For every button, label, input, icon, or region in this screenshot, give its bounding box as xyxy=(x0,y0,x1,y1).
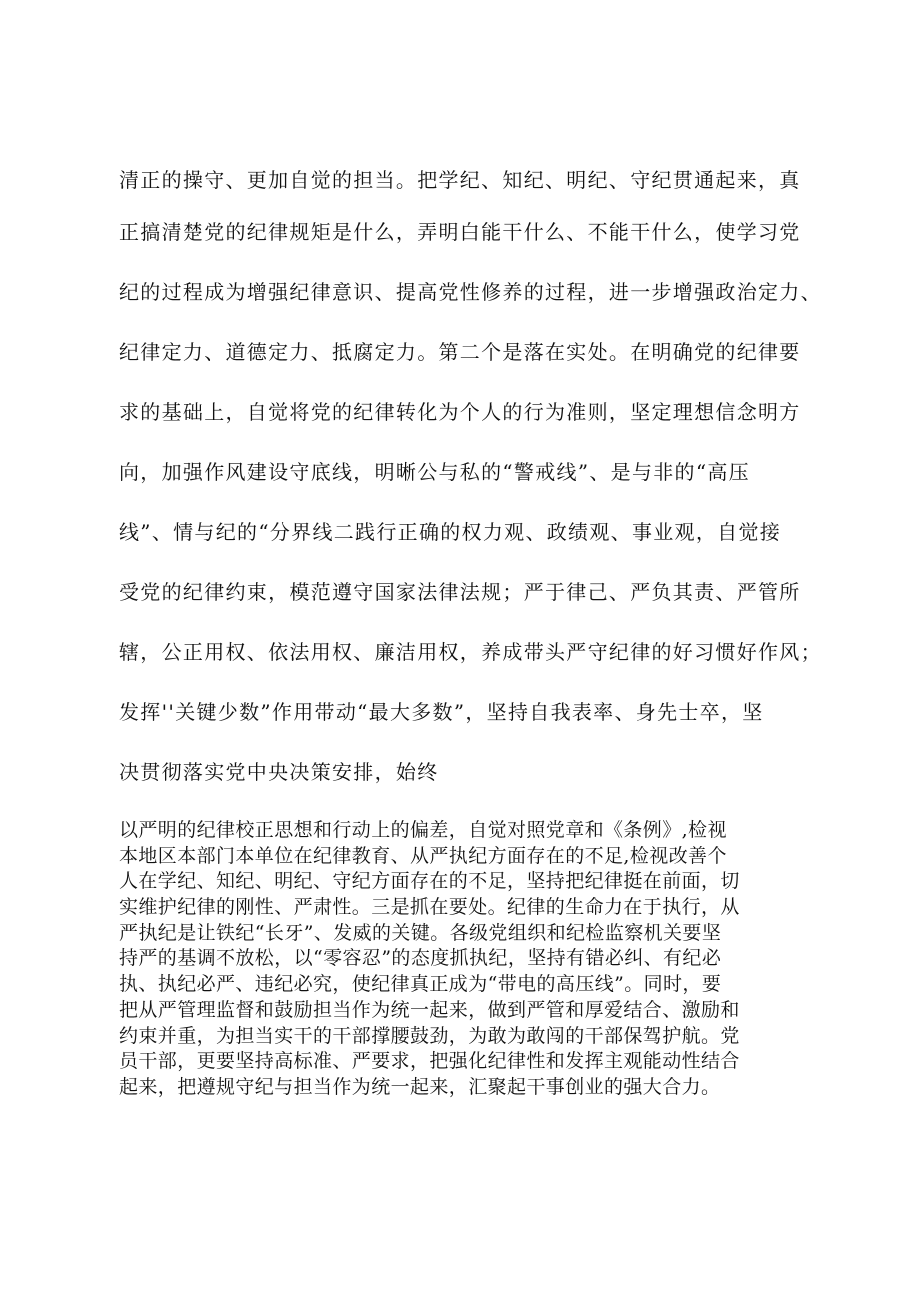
paragraph-1-line: 纪律定力、道德定力、抵腐定力。第二个是落在实处。在明确党的纪律要 xyxy=(119,340,801,364)
paragraph-2-line: 严执纪是让铁纪“长牙”、发威的关键。各级党组织和纪检监察机关要坚 xyxy=(119,921,722,944)
paragraph-1-line: 向，加强作风建设守底线，明晰公与私的“警戒线”、是与非的“高压 xyxy=(119,460,750,484)
paragraph-2-line: 把从严管理监督和鼓励担当作为统一起来，做到严管和厚爱结合、激励和 xyxy=(119,998,740,1021)
paragraph-1-line: 决贯彻落实党中央决策安排，始终 xyxy=(119,760,439,784)
paragraph-1-line: 清正的操守、更加自觉的担当。把学纪、知纪、明纪、守纪贯通起来，真 xyxy=(119,168,801,192)
paragraph-2-line: 约束并重，为担当实干的干部撑腰鼓劲，为敢为敢闯的干部保驾护航。党 xyxy=(119,1024,740,1047)
paragraph-1-line: 求的基础上，自觉将党的纪律转化为个人的行为准则，坚定理想信念明方 xyxy=(119,400,801,424)
paragraph-2-line: 本地区本部门本单位在纪律教育、从严执纪方面存在的不足,检视改善个 xyxy=(119,844,727,867)
paragraph-1 xyxy=(119,158,834,802)
paragraph-1-line: 受党的纪律约束，模范遵守国家法律法规；严于律己、严负其责、严管所 xyxy=(119,580,801,604)
paragraph-2-line: 执、执纪必严、违纪必究，使纪律真正成为“带电的高压线”。同时，要 xyxy=(119,973,722,996)
paragraph-2-line: 人在学纪、知纪、明纪、守纪方面存在的不足，坚持把纪律挺在前面，切 xyxy=(119,870,740,893)
paragraph-1-line: 纪的过程成为增强纪律意识、提高党性修养的过程，进一步增强政治定力、 xyxy=(119,280,822,304)
paragraph-2-line: 实维护纪律的刚性、严肃性。三是抓在要处。纪律的生命力在于执行，从 xyxy=(119,896,740,919)
paragraph-2-line: 起来，把遵规守纪与担当作为统一起来，汇聚起干事创业的强大合力。 xyxy=(119,1075,721,1098)
paragraph-1-line: 线”、情与纪的“分界线二践行正确的权力观、政绩观、事业观，自觉接 xyxy=(119,520,782,544)
paragraph-2-line: 以严明的纪律校正思想和行动上的偏差，自觉对照党章和《条例》,检视 xyxy=(119,819,727,841)
paragraph-1-line: 正搞清楚党的纪律规矩是什么，弄明白能干什么、不能干什么，使学习党 xyxy=(119,220,801,244)
paragraph-2-line: 员干部，更要坚持高标准、严要求，把强化纪律性和发挥主观能动性结合 xyxy=(119,1050,740,1073)
paragraph-2-line: 持严的基调不放松，以“零容忍”的态度抓执纪，坚持有错必纠、有纪必 xyxy=(119,947,722,970)
paragraph-1-line: 辖，公正用权、依法用权、廉洁用权，养成带头严守纪律的好习惯好作风； xyxy=(119,640,822,664)
paragraph-1-line: 发挥''关键少数”作用带动“最大多数”，坚持自我表率、身先士卒，坚 xyxy=(119,700,764,724)
paragraph-2 xyxy=(119,818,839,1101)
